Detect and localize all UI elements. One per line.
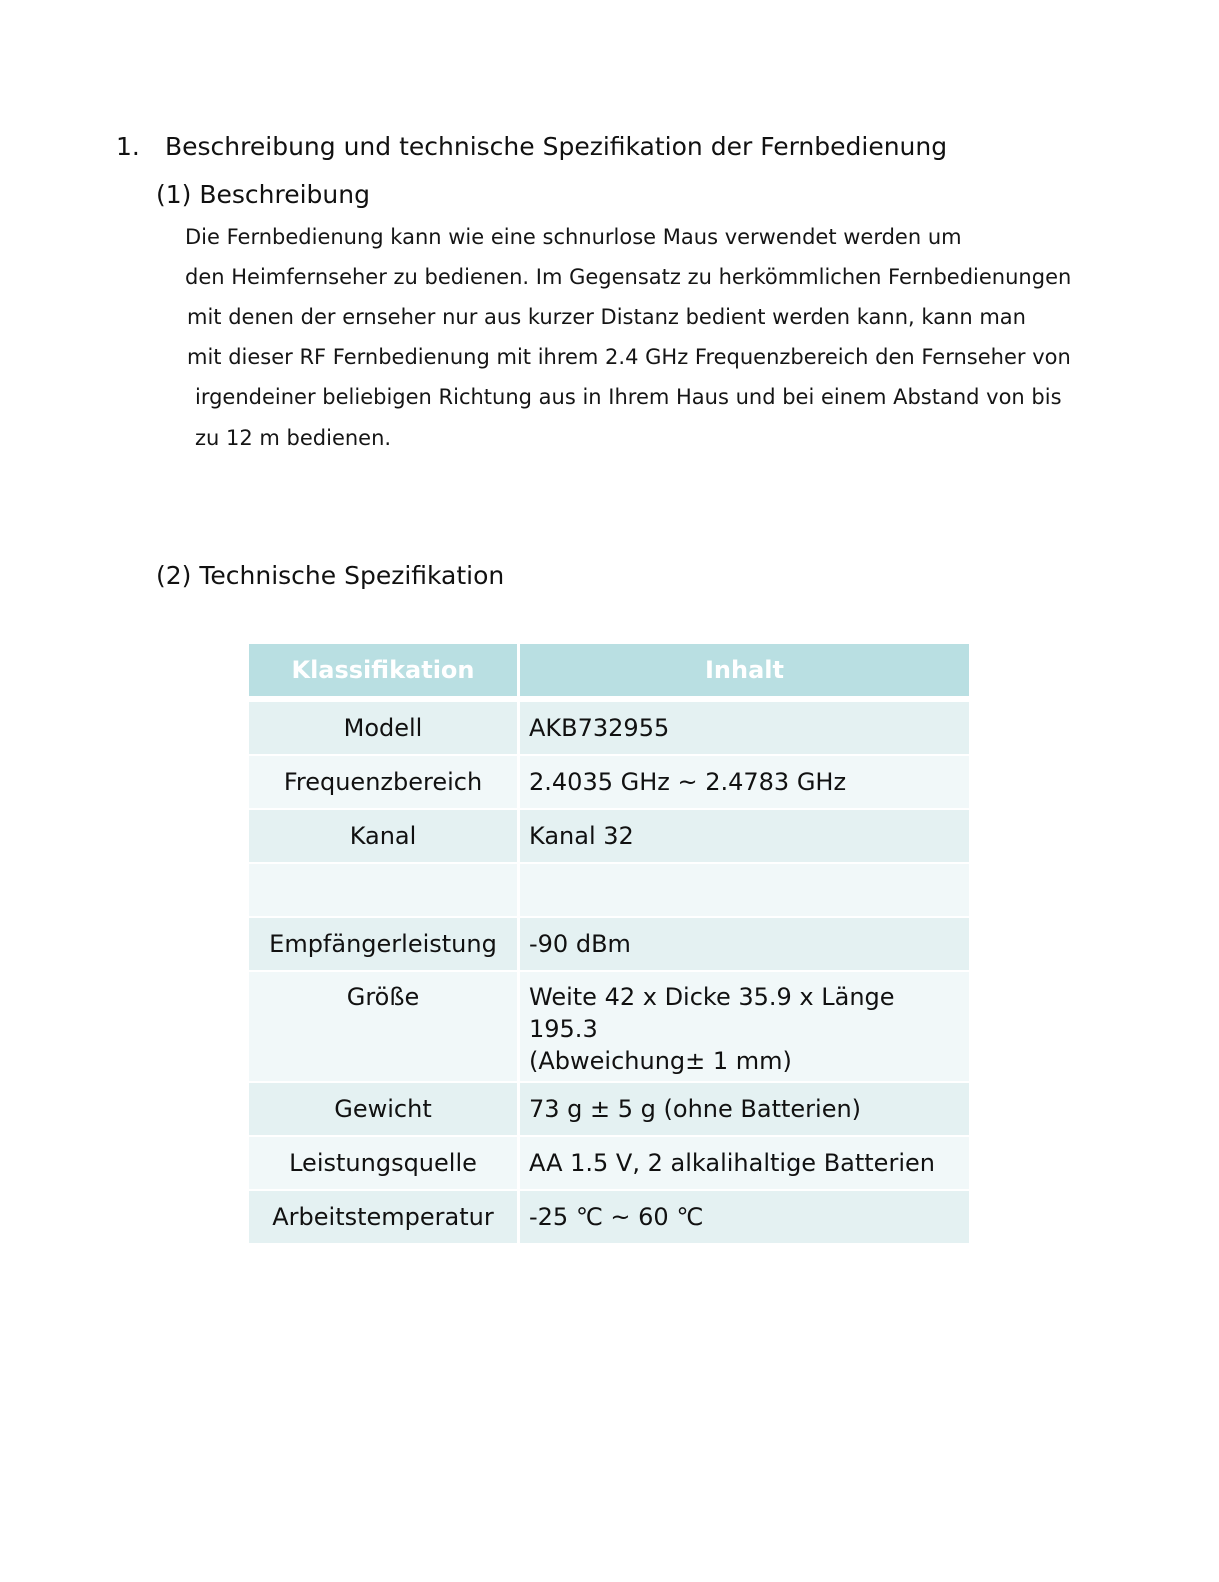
row-value: -25 ℃ ~ 60 ℃ — [520, 1191, 969, 1245]
table-row — [249, 756, 969, 810]
row-label: Empfängerleistung — [249, 918, 520, 972]
table-row — [249, 1191, 969, 1245]
description-line: den Heimfernseher zu bedienen. Im Gegensatz zu herkömmlichen Fernbedienungen — [185, 265, 1072, 289]
row-label: Leistungsquelle — [249, 1137, 520, 1191]
row-value: 73 g ± 5 g (ohne Batterien) — [520, 1083, 969, 1137]
description-line: mit dieser RF Fernbedienung mit ihrem 2.4 GHz Frequenzbereich den Fernseher von — [187, 345, 1071, 369]
specification-table — [249, 644, 969, 1245]
row-label: Kanal — [249, 810, 520, 864]
table-row — [249, 1083, 969, 1137]
row-label: Größe — [249, 972, 520, 1083]
description-line: zu 12 m bedienen. — [195, 426, 392, 450]
description-heading: (1) Beschreibung — [156, 180, 370, 209]
row-value — [520, 972, 969, 1083]
table-row — [249, 1137, 969, 1191]
row-label: Frequenzbereich — [249, 756, 520, 810]
table-row — [249, 702, 969, 756]
row-label: Modell — [249, 702, 520, 756]
specification-heading: (2) Technische Spezifikation — [156, 561, 505, 590]
description-line: irgendeiner beliebigen Richtung aus in Ihrem Haus und bei einem Abstand von bis — [195, 385, 1062, 409]
description-line: mit denen der ernseher nur aus kurzer Distanz bedient werden kann, kann man — [187, 305, 1026, 329]
row-value: 2.4035 GHz ~ 2.4783 GHz — [520, 756, 969, 810]
table-row — [249, 810, 969, 864]
header-inhalt: Inhalt — [520, 644, 969, 702]
row-label: Arbeitstemperatur — [249, 1191, 520, 1245]
row-value-line: Weite 42 x Dicke 35.9 x Länge 195.3 — [529, 983, 895, 1043]
row-value: Kanal 32 — [520, 810, 969, 864]
table-row — [249, 864, 969, 918]
row-label: Gewicht — [249, 1083, 520, 1137]
table-row — [249, 918, 969, 972]
header-klassifikation: Klassifikation — [249, 644, 520, 702]
section-number: 1. — [116, 132, 140, 161]
row-value: AA 1.5 V, 2 alkalihaltige Batterien — [520, 1137, 969, 1191]
description-line: Die Fernbedienung kann wie eine schnurlose Maus verwendet werden um — [185, 225, 962, 249]
row-label — [249, 864, 520, 918]
row-value — [520, 864, 969, 918]
table-row — [249, 972, 969, 1083]
section-title: Beschreibung und technische Spezifikation der Fernbedienung — [165, 132, 948, 161]
row-value: -90 dBm — [520, 918, 969, 972]
row-value: AKB732955 — [520, 702, 969, 756]
table-header-row — [249, 644, 969, 702]
row-value-line: (Abweichung± 1 mm) — [529, 1047, 792, 1075]
